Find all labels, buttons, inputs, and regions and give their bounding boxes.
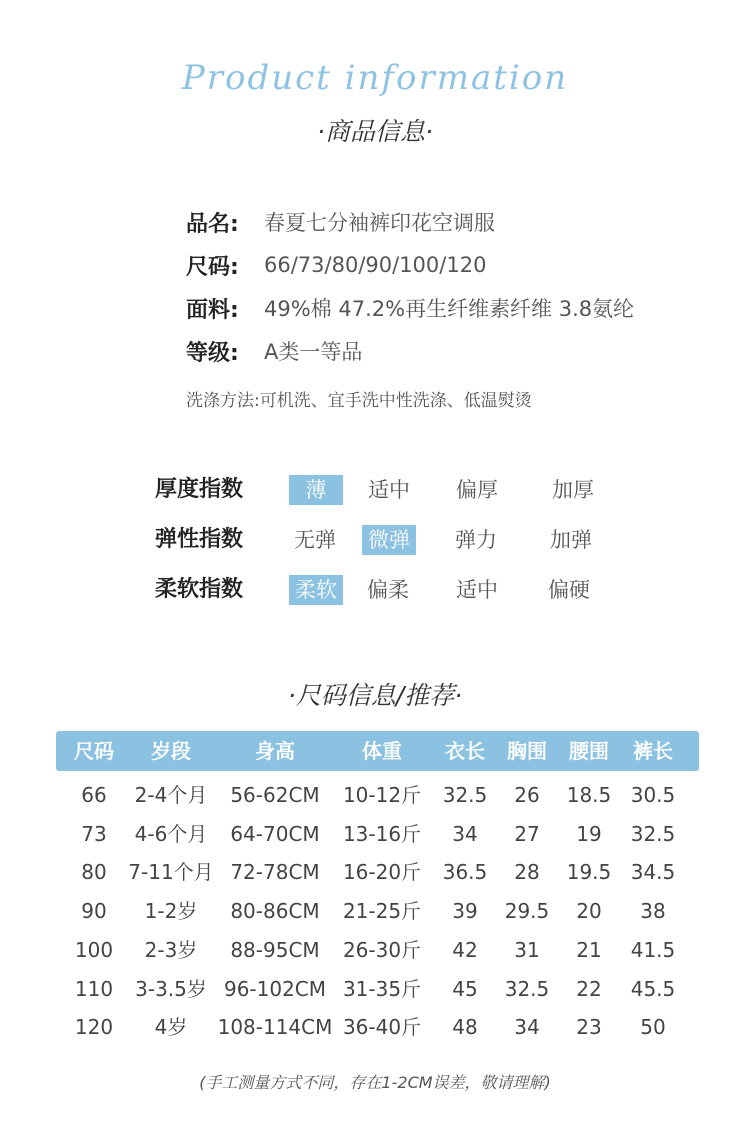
index-option: 适中	[456, 578, 498, 602]
wash-instructions: 洗涤方法:可机洗、宜手洗中性洗涤、低温熨烫	[186, 391, 532, 411]
table-row	[56, 815, 699, 853]
index-row-thickness	[155, 474, 635, 506]
table-cell: 13-16斤	[342, 821, 422, 846]
table-cell: 22	[576, 976, 602, 1001]
table-cell: 45	[452, 976, 478, 1001]
table-row	[56, 776, 699, 814]
table-cell: 4岁	[154, 1015, 188, 1040]
table-cell: 10-12斤	[342, 783, 422, 807]
table-cell: 16-20斤	[342, 860, 422, 885]
table-cell: 73	[81, 821, 107, 846]
index-label: 弹性指数	[155, 527, 244, 552]
table-cell: 20	[576, 899, 602, 924]
table-cell: 34	[452, 821, 478, 846]
info-label: 等级:	[186, 340, 239, 366]
table-cell: 29.5	[504, 899, 550, 924]
size-section-title: ·尺码信息/推荐·	[287, 681, 463, 710]
size-table	[56, 731, 699, 1040]
info-row-fabric	[186, 291, 634, 325]
table-cell: 21	[576, 937, 602, 962]
table-cell: 50	[640, 1015, 666, 1040]
info-value: 66/73/80/90/100/120	[264, 253, 487, 277]
table-cell: 110	[74, 976, 114, 1001]
table-cell: 28	[514, 860, 540, 885]
table-cell: 42	[452, 937, 478, 962]
table-cell: 3-3.5岁	[135, 976, 207, 1001]
table-header-cell: 衣长	[445, 739, 485, 763]
table-cell: 23	[576, 1015, 602, 1040]
index-label: 柔软指数	[155, 577, 244, 602]
info-label: 品名:	[186, 211, 239, 237]
table-cell: 18.5	[566, 783, 612, 807]
index-option-selected: 薄	[289, 475, 343, 505]
table-row	[56, 970, 699, 1008]
table-cell: 30.5	[630, 783, 676, 807]
table-cell: 36.5	[442, 860, 488, 885]
table-cell: 2-4个月	[134, 783, 208, 807]
table-cell: 19.5	[566, 860, 612, 885]
table-header-cell: 体重	[362, 739, 402, 763]
table-row	[56, 892, 699, 930]
table-cell: 96-102CM	[223, 976, 327, 1001]
info-row-grade	[186, 334, 362, 368]
table-row	[56, 1008, 699, 1046]
index-row-softness	[155, 574, 635, 606]
table-cell: 41.5	[630, 937, 676, 962]
table-cell: 100	[74, 937, 114, 962]
table-cell: 32.5	[630, 821, 676, 846]
table-cell: 80	[81, 860, 107, 885]
table-header	[56, 731, 699, 771]
info-row-name	[186, 205, 495, 239]
info-row-size	[186, 248, 486, 282]
table-cell: 4-6个月	[134, 821, 208, 846]
table-cell: 32.5	[442, 783, 488, 807]
table-cell: 108-114CM	[217, 1015, 333, 1040]
table-cell: 80-86CM	[230, 899, 320, 924]
index-option-selected: 柔软	[289, 575, 343, 605]
table-cell: 34	[514, 1015, 540, 1040]
info-value: 49%棉 47.2%再生纤维素纤维 3.8氨纶	[264, 297, 635, 321]
table-cell: 56-62CM	[230, 783, 320, 807]
table-row	[56, 931, 699, 969]
table-cell: 39	[452, 899, 478, 924]
title-chinese: ·商品信息·	[317, 117, 433, 146]
table-cell: 38	[640, 899, 666, 924]
table-cell: 32.5	[504, 976, 550, 1001]
info-label: 面料:	[186, 297, 239, 323]
index-row-elasticity	[155, 524, 635, 556]
table-cell: 88-95CM	[230, 937, 320, 962]
table-cell: 72-78CM	[230, 860, 320, 885]
table-cell: 2-3岁	[144, 937, 198, 962]
table-cell: 27	[514, 821, 540, 846]
table-cell: 36-40斤	[342, 1015, 422, 1040]
table-cell: 66	[81, 783, 107, 807]
table-cell: 64-70CM	[230, 821, 320, 846]
table-header-cell: 身高	[255, 739, 295, 763]
table-header-cell: 岁段	[151, 739, 191, 763]
table-cell: 21-25斤	[342, 899, 422, 924]
info-value: 春夏七分袖裤印花空调服	[264, 211, 495, 235]
table-cell: 7-11个月	[128, 860, 214, 885]
table-cell: 90	[81, 899, 107, 924]
table-cell: 48	[452, 1015, 478, 1040]
table-cell: 34.5	[630, 860, 676, 885]
table-header-cell: 胸围	[507, 739, 547, 763]
info-label: 尺码:	[186, 254, 239, 280]
table-cell: 26	[514, 783, 540, 807]
index-option: 弹力	[455, 528, 497, 552]
table-row	[56, 853, 699, 891]
index-option: 加厚	[552, 478, 594, 502]
index-option-selected: 微弹	[362, 525, 416, 555]
index-option: 加弹	[550, 528, 592, 552]
index-option: 偏硬	[548, 578, 590, 602]
measurement-note: (手工测量方式不同，存在1-2CM误差，敬请理解)	[199, 1073, 551, 1092]
table-cell: 26-30斤	[342, 937, 422, 962]
index-option: 无弹	[294, 528, 336, 552]
table-cell: 1-2岁	[144, 899, 198, 924]
index-option: 偏厚	[456, 478, 498, 502]
table-cell: 31	[514, 937, 540, 962]
table-cell: 31-35斤	[342, 976, 422, 1001]
info-value: A类一等品	[264, 340, 363, 364]
index-option: 偏柔	[367, 578, 409, 602]
index-label: 厚度指数	[155, 477, 244, 502]
table-cell: 120	[74, 1015, 114, 1040]
table-cell: 45.5	[630, 976, 676, 1001]
table-header-cell: 裤长	[633, 739, 673, 763]
table-header-cell: 尺码	[74, 739, 114, 763]
table-header-cell: 腰围	[569, 739, 609, 763]
table-cell: 19	[576, 821, 602, 846]
index-option: 适中	[368, 478, 410, 502]
title-english: Product information	[181, 58, 569, 98]
